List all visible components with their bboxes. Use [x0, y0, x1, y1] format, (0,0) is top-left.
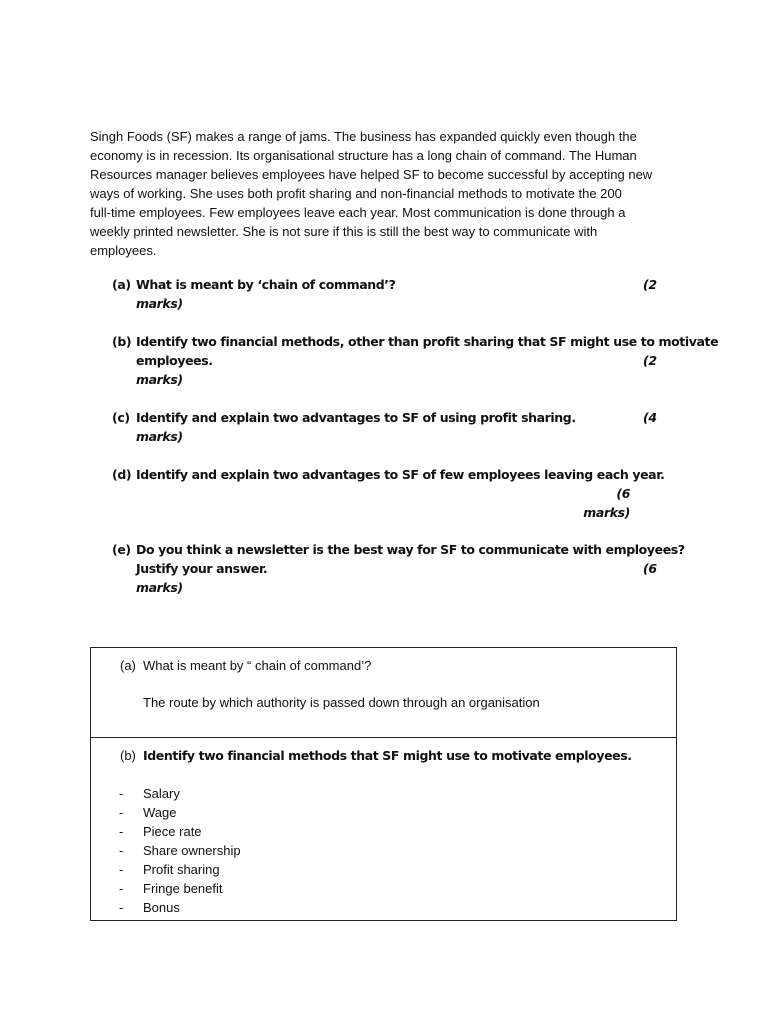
intro-line: Singh Foods (SF) makes a range of jams. The business has expanded quickly even though the [90, 129, 637, 144]
intro-line: Resources manager believes employees have helped SF to become successful by accepting new [90, 167, 653, 182]
marks-number: (6 [616, 486, 630, 501]
intro-line: economy is in recession. Its organisational structure has a long chain of command. The Human [90, 148, 637, 163]
intro-line: ways of working. She uses both profit sharing and non-financial methods to motivate the 200 [90, 186, 622, 201]
question-c [112, 408, 682, 446]
question-text: What is meant by ‘chain of command’? [136, 277, 396, 292]
question-text: Identify and explain two advantages to SF of few employees leaving each year. [136, 467, 665, 482]
marks-label: marks) [136, 429, 183, 444]
question-a [112, 275, 682, 313]
marks-label: marks) [136, 372, 183, 387]
question-text: Do you think a newsletter is the best way for SF to communicate with employees? [136, 542, 685, 557]
marks-number: (6 [643, 561, 657, 576]
question-text-cont: employees. [136, 353, 213, 368]
question-b [112, 332, 719, 389]
question-text: Identify and explain two advantages to SF of using profit sharing. [136, 410, 576, 425]
question-letter: (e) [112, 542, 131, 557]
question-e [112, 540, 685, 597]
question-letter: (d) [112, 467, 132, 482]
answer-text: The route by which authority is passed down through an organisation [143, 695, 540, 710]
question-letter: (c) [112, 410, 130, 425]
answer-letter: (a) [120, 658, 136, 673]
question-letter: (a) [112, 277, 131, 292]
answer-question: Identify two financial methods that SF might use to motivate employees. [143, 748, 632, 763]
question-text: Identify two financial methods, other than profit sharing that SF might use to motivate [136, 334, 719, 349]
intro-paragraph [90, 127, 680, 260]
answer-table: (a) What is meant by “ chain of command’? The route by which authority is passed down through an organisation (b) Identify two financial methods that SF might use to motivate employees. - Salary - Wage - Piece rate - Share ownership - Profit sharing - Fringe benefit - Bonus [90, 647, 677, 921]
answer-letter: (b) [120, 748, 136, 763]
marks-label: marks) [136, 580, 183, 595]
marks-number: (2 [643, 353, 657, 368]
marks-label: marks) [583, 505, 630, 520]
question-letter: (b) [112, 334, 132, 349]
question-text-cont: Justify your answer. [136, 561, 268, 576]
marks-number: (4 [643, 410, 657, 425]
intro-line: full-time employees. Few employees leave each year. Most communication is done through a [90, 205, 626, 220]
question-d [112, 465, 682, 522]
intro-line: employees. [90, 243, 157, 258]
intro-line: weekly printed newsletter. She is not sure if this is still the best way to communicate with [90, 224, 598, 239]
marks-label: marks) [136, 296, 183, 311]
answer-question: What is meant by “ chain of command’? [143, 658, 372, 673]
answer-cell-a [91, 648, 676, 737]
marks-number: (2 [643, 277, 657, 292]
